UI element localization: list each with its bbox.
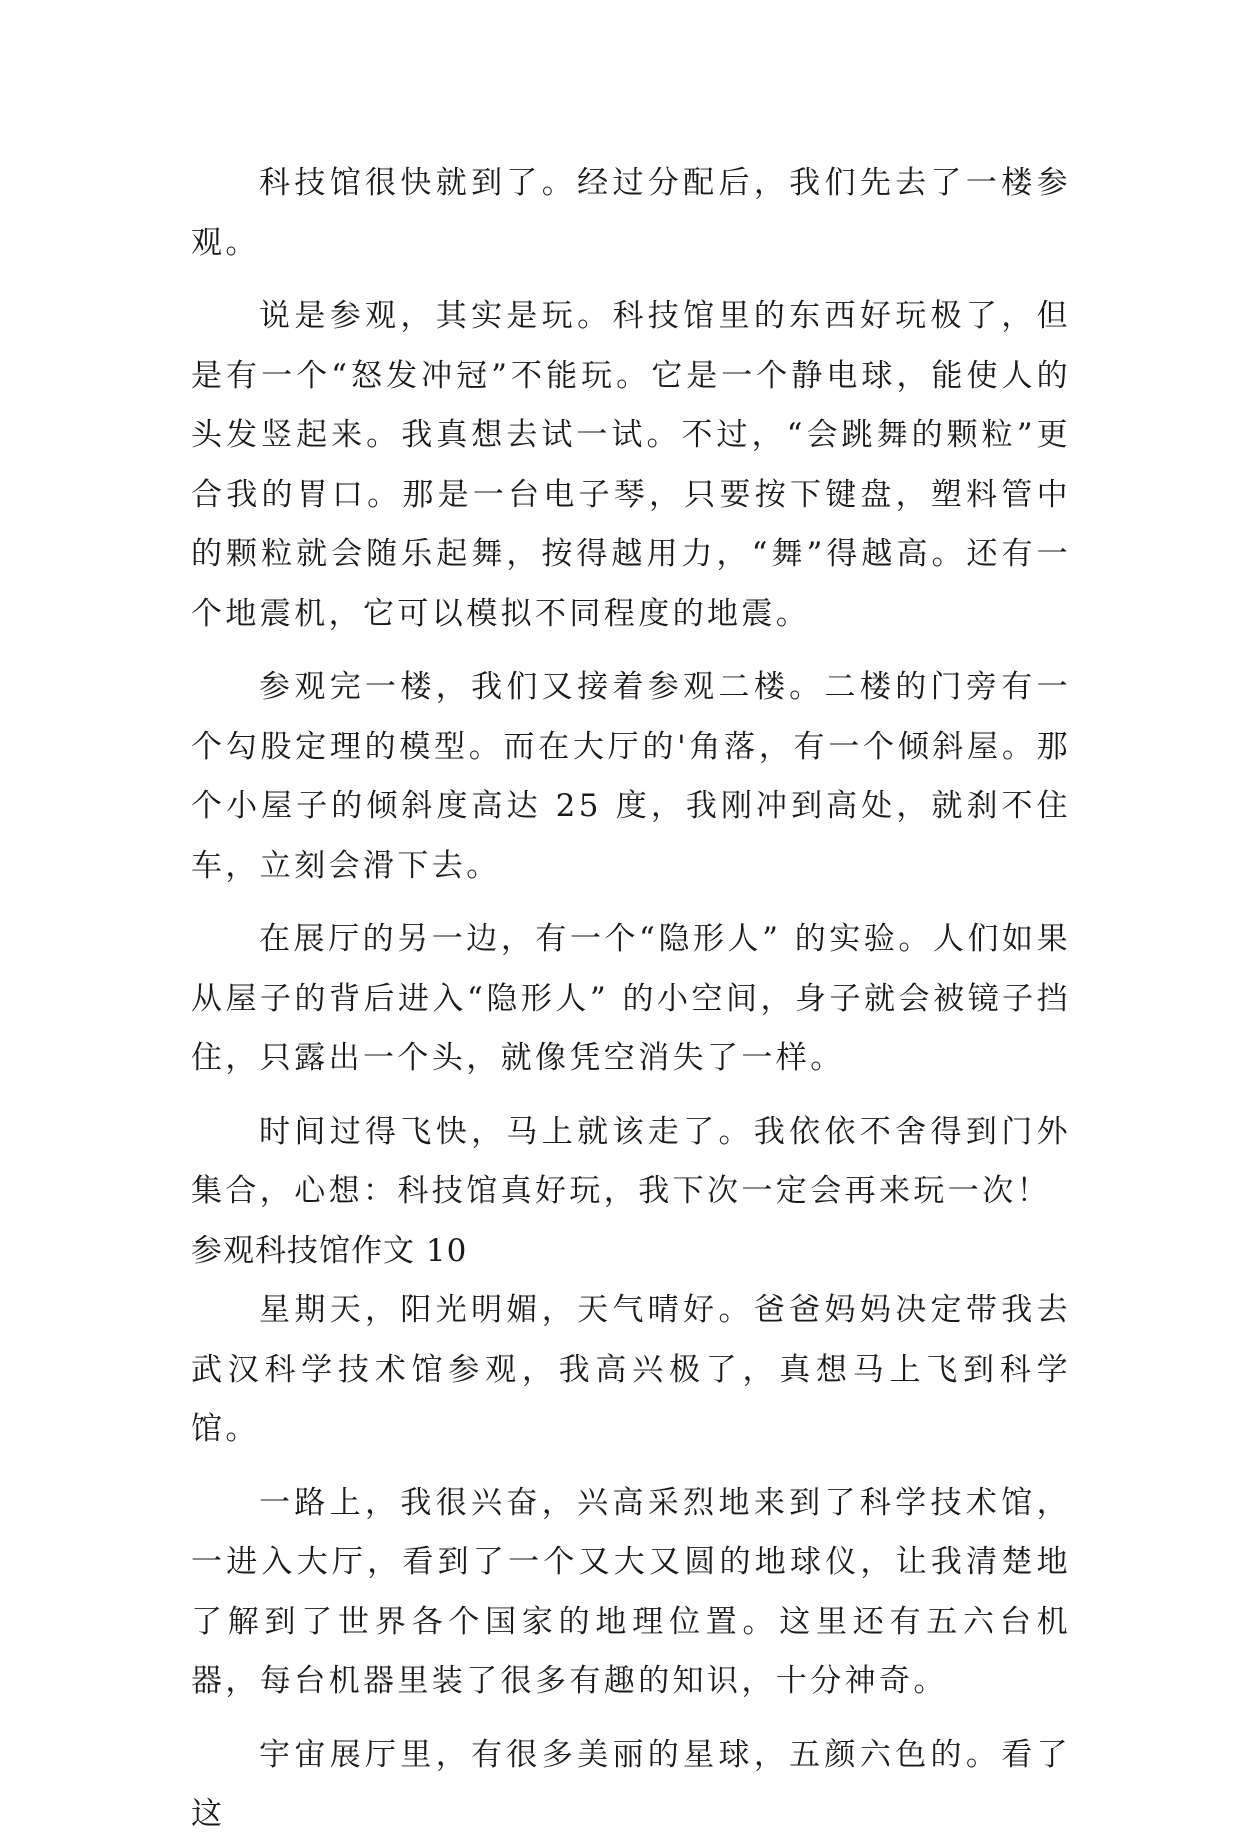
- paragraph-6: 星期天，阳光明媚，天气晴好。爸爸妈妈决定带我去武汉科学技术馆参观，我高兴极了，真想马上飞到科学馆。: [191, 1292, 1071, 1447]
- paragraph-8: 宇宙展厅里，有很多美丽的星球，五颜六色的。看了这: [191, 1736, 1071, 1832]
- paragraph-4: 在展厅的另一边，有一个“隐形人” 的实验。人们如果从屋子的背后进入“隐形人” 的小空间，身子就会被镜子挡住，只露出一个头，就像凭空消失了一样。: [191, 921, 1071, 1076]
- paragraph-7: 一路上，我很兴奋，兴高采烈地来到了科学技术馆，一进入大厅，看到了一个又大又圆的地球仪，让我清楚地了解到了世界各个国家的地理位置。这里还有五六台机器，每台机器里装了很多有趣的知识，十分神奇。: [191, 1484, 1071, 1699]
- essay-body: [191, 154, 1071, 1845]
- paragraph-1: 科技馆很快就到了。经过分配后，我们先去了一楼参观。: [191, 165, 1071, 261]
- section-title: 参观科技馆作文 10: [191, 1232, 468, 1269]
- paragraph-5: 时间过得飞快，马上就该走了。我依依不舍得到门外集合，心想：科技馆真好玩，我下次一定会再来玩一次！: [191, 1113, 1071, 1209]
- paragraph-3: 参观完一楼，我们又接着参观二楼。二楼的门旁有一个勾股定理的模型。而在大厅的'角落，有一个倾斜屋。那个小屋子的倾斜度高达 25 度，我刚冲到高处，就刹不住车，立刻会滑下去。: [191, 669, 1071, 884]
- paragraph-2: 说是参观，其实是玩。科技馆里的东西好玩极了，但是有一个“怒发冲冠”不能玩。它是一个静电球，能使人的头发竖起来。我真想去试一试。不过，“会跳舞的颗粒”更合我的胃口。那是一台电子琴，只要按下键盘，塑料管中的颗粒就会随乐起舞，按得越用力，“舞”得越高。还有一个地震机，它可以模拟不同程度的地震。: [191, 298, 1071, 632]
